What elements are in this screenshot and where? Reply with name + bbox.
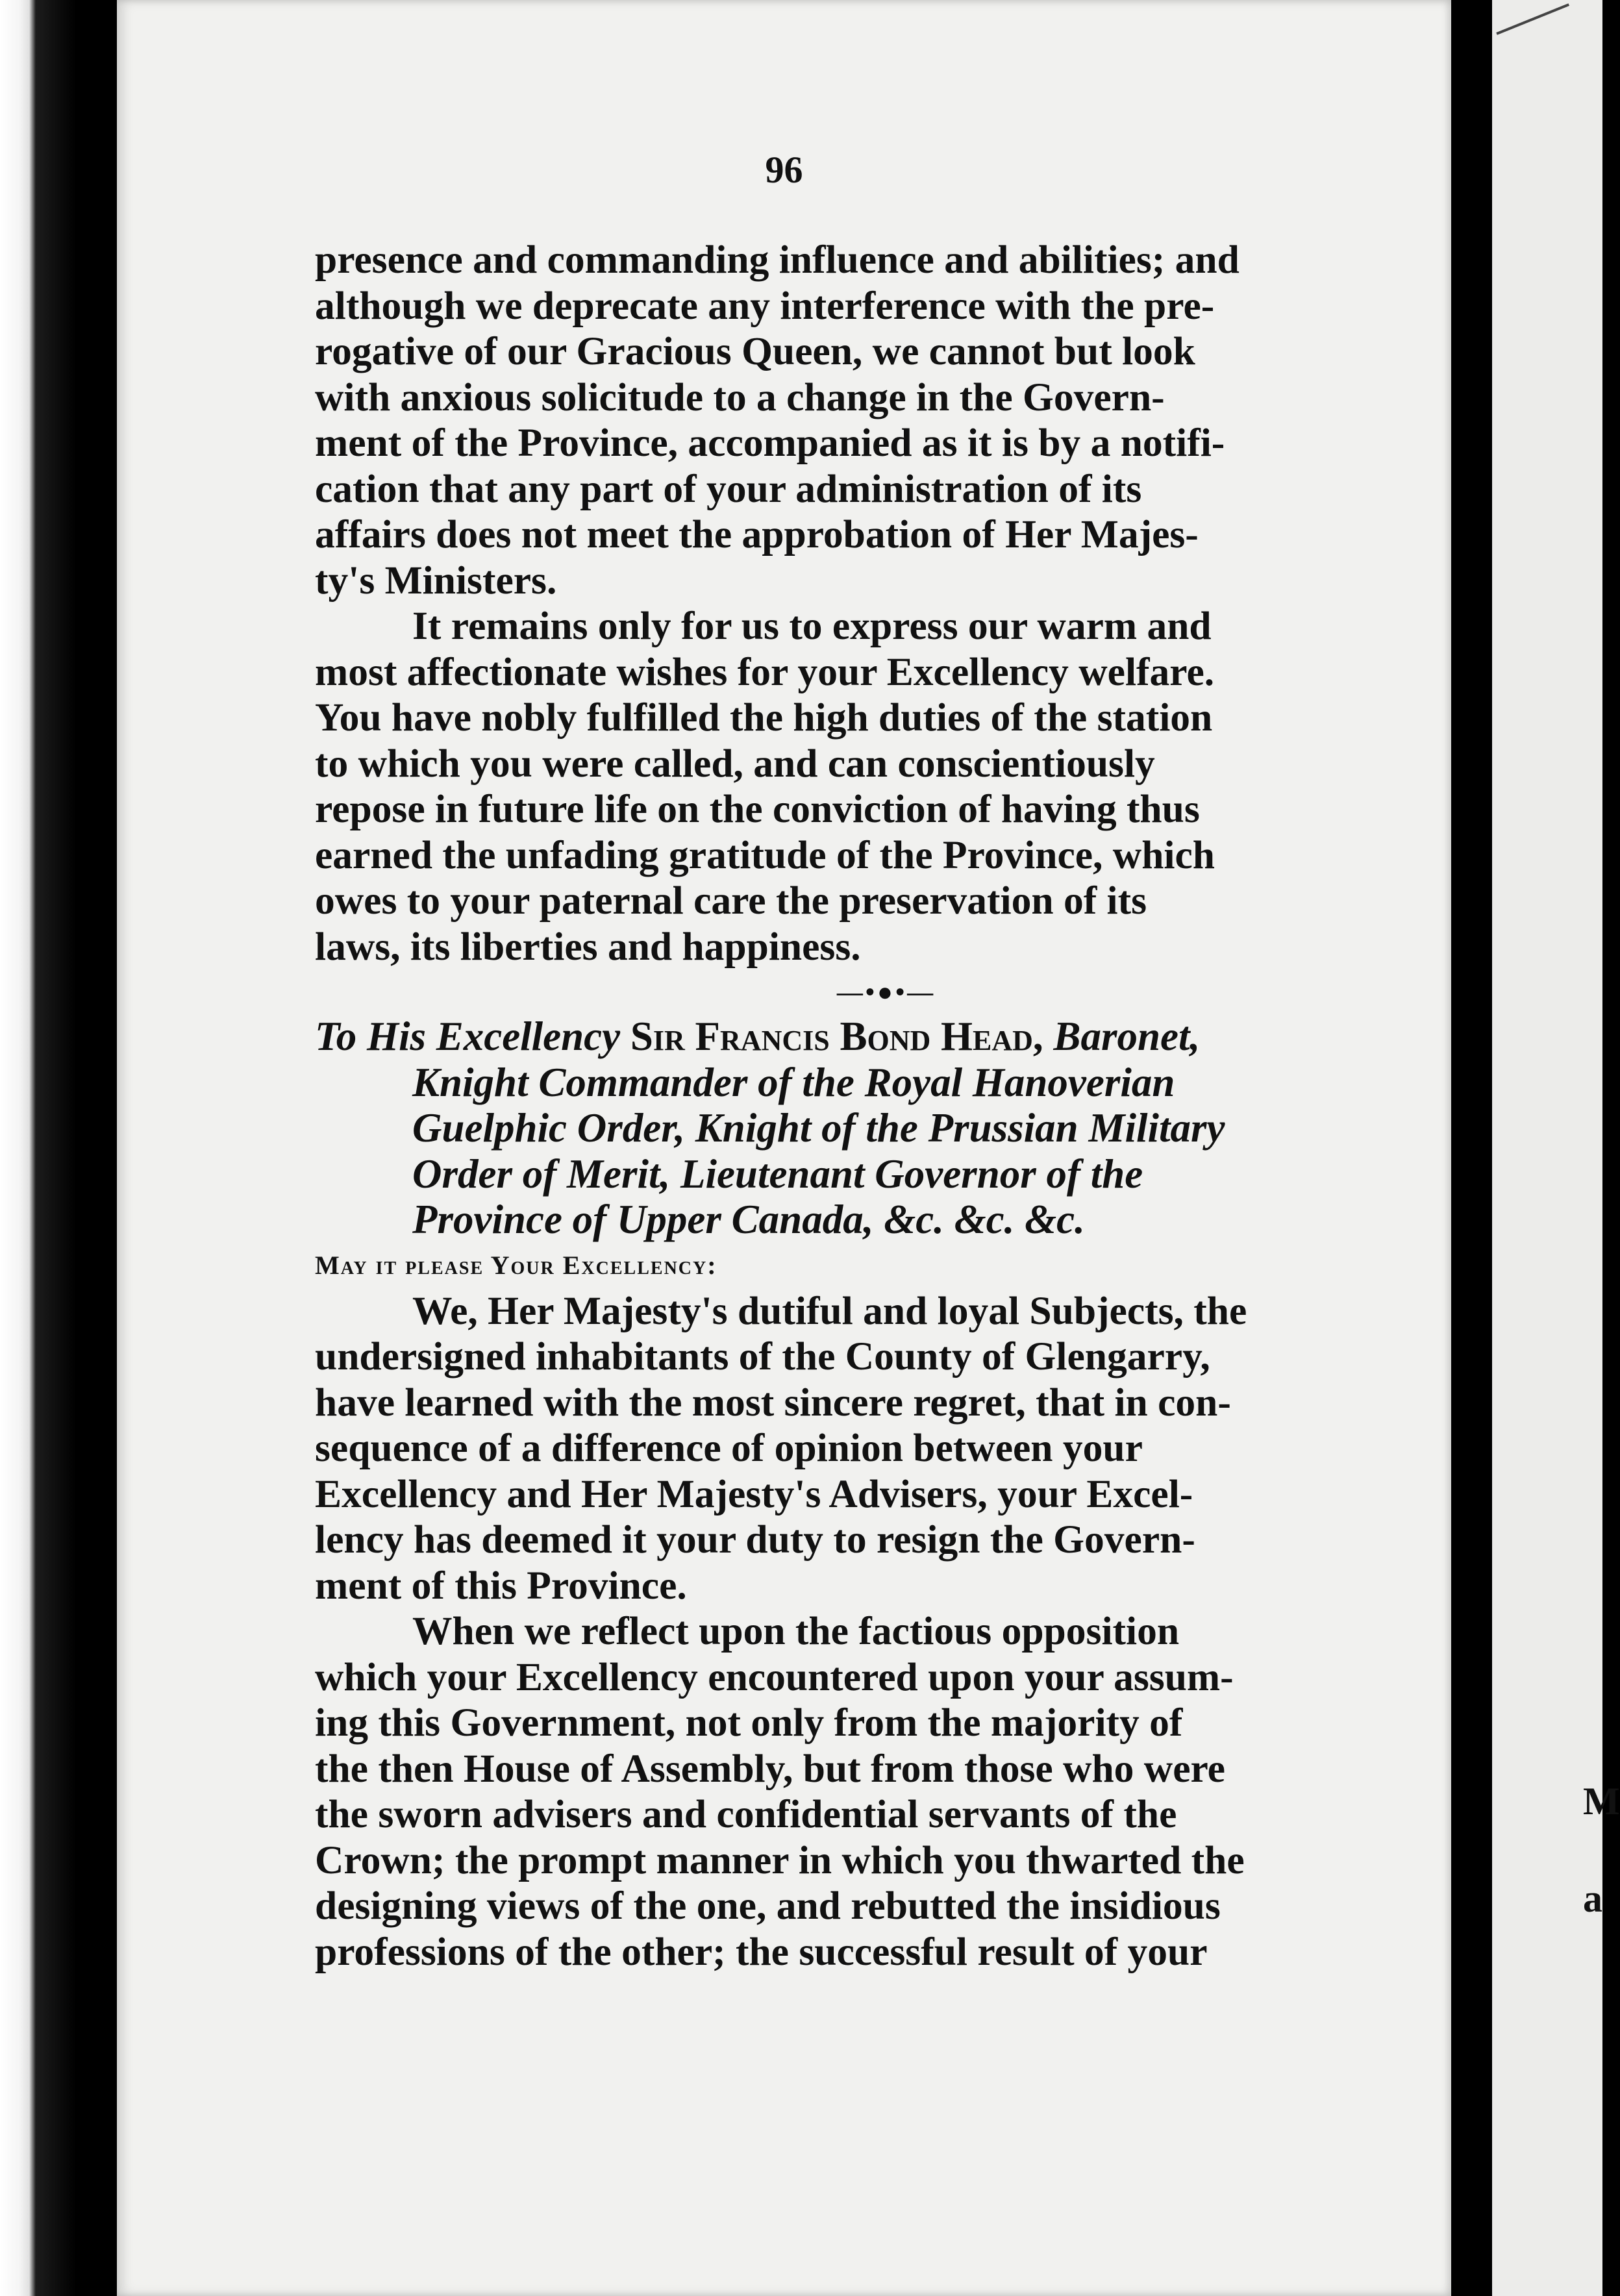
- text-line: earned the unfading gratitude of the Province, which: [315, 832, 1215, 877]
- text-line: cation that any part of your administration of its: [315, 466, 1142, 511]
- address-prefix: To His Excellency: [315, 1014, 630, 1059]
- text-line: the sworn advisers and confidential servants of the: [315, 1792, 1177, 1836]
- address-line: Province of Upper Canada, &c. &c. &c.: [412, 1197, 1085, 1242]
- text-line: lency has deemed it your duty to resign the Govern-: [315, 1517, 1195, 1562]
- text-line: We, Her Majesty's dutiful and loyal Subjects, the: [412, 1288, 1247, 1333]
- text-line: It remains only for us to express our warm and: [412, 604, 1212, 648]
- address-line: Knight Commander of the Royal Hanoverian: [412, 1059, 1175, 1105]
- text-line: You have nobly fulfilled the high duties of the station: [315, 695, 1213, 740]
- text-line: ment of this Province.: [315, 1563, 687, 1608]
- text-line: which your Excellency encountered upon your assum-: [315, 1654, 1234, 1699]
- adjacent-page-fragment: a: [1583, 1877, 1602, 1920]
- text-line: with anxious solicitude to a change in the Govern-: [315, 375, 1165, 419]
- paragraph-continued: [315, 237, 1458, 603]
- text-line: ment of the Province, accompanied as it is by a notifi-: [315, 421, 1225, 465]
- adjacent-page-fragment: M: [1583, 1780, 1620, 1823]
- text-line: When we reflect upon the factious opposition: [412, 1609, 1180, 1653]
- text-line: undersigned inhabitants of the County of Glengarry,: [315, 1334, 1210, 1379]
- text-line: sequence of a difference of opinion between your: [315, 1426, 1143, 1470]
- address-line: Guelphic Order, Knight of the Prussian Military: [412, 1105, 1225, 1151]
- address-name: Sir Francis Bond Head,: [630, 1014, 1043, 1059]
- text-line: professions of the other; the successful result of your: [315, 1929, 1208, 1974]
- page-number: 96: [765, 149, 803, 191]
- salutation: May it please Your Excellency:: [315, 1250, 717, 1280]
- section-ornament: —•●•—: [836, 977, 936, 1006]
- paragraph-reflect: [315, 1608, 1458, 1975]
- text-line: although we deprecate any interference with the pre-: [315, 283, 1215, 328]
- text-line: ty's Ministers.: [315, 558, 557, 603]
- address-suffix: Baronet,: [1043, 1014, 1201, 1059]
- text-line: the then House of Assembly, but from those who were: [315, 1746, 1225, 1791]
- text-line: owes to your paternal care the preservation of its: [315, 879, 1147, 923]
- address-line: Order of Merit, Lieutenant Governor of the: [412, 1151, 1143, 1197]
- text-line: most affectionate wishes for your Excellency welfare.: [315, 649, 1215, 694]
- text-line: laws, its liberties and happiness.: [315, 924, 861, 969]
- adjacent-page-edge: [1492, 0, 1620, 2296]
- text-line: have learned with the most sincere regret, that in con-: [315, 1380, 1231, 1425]
- text-line: repose in future life on the conviction of having thus: [315, 787, 1200, 831]
- address-heading: [315, 1014, 1458, 1243]
- text-line: rogative of our Gracious Queen, we cannot but look: [315, 329, 1195, 373]
- paragraph-closing-wishes: [315, 603, 1458, 969]
- text-line: presence and commanding influence and abilities; and: [315, 238, 1240, 282]
- text-line: affairs does not meet the approbation of Her Majes-: [315, 512, 1199, 556]
- paragraph-regret: [315, 1288, 1458, 1609]
- text-line: designing views of the one, and rebutted the insidious: [315, 1884, 1221, 1928]
- text-line: Excellency and Her Majesty's Advisers, your Excel-: [315, 1471, 1193, 1516]
- book-page: [117, 0, 1451, 2296]
- page-text: [315, 237, 1458, 1975]
- binding-edge: [0, 0, 77, 2296]
- text-line: to which you were called, and can conscientiously: [315, 741, 1155, 786]
- text-line: Crown; the prompt manner in which you thwarted the: [315, 1838, 1245, 1882]
- text-line: ing this Government, not only from the majority of: [315, 1701, 1183, 1745]
